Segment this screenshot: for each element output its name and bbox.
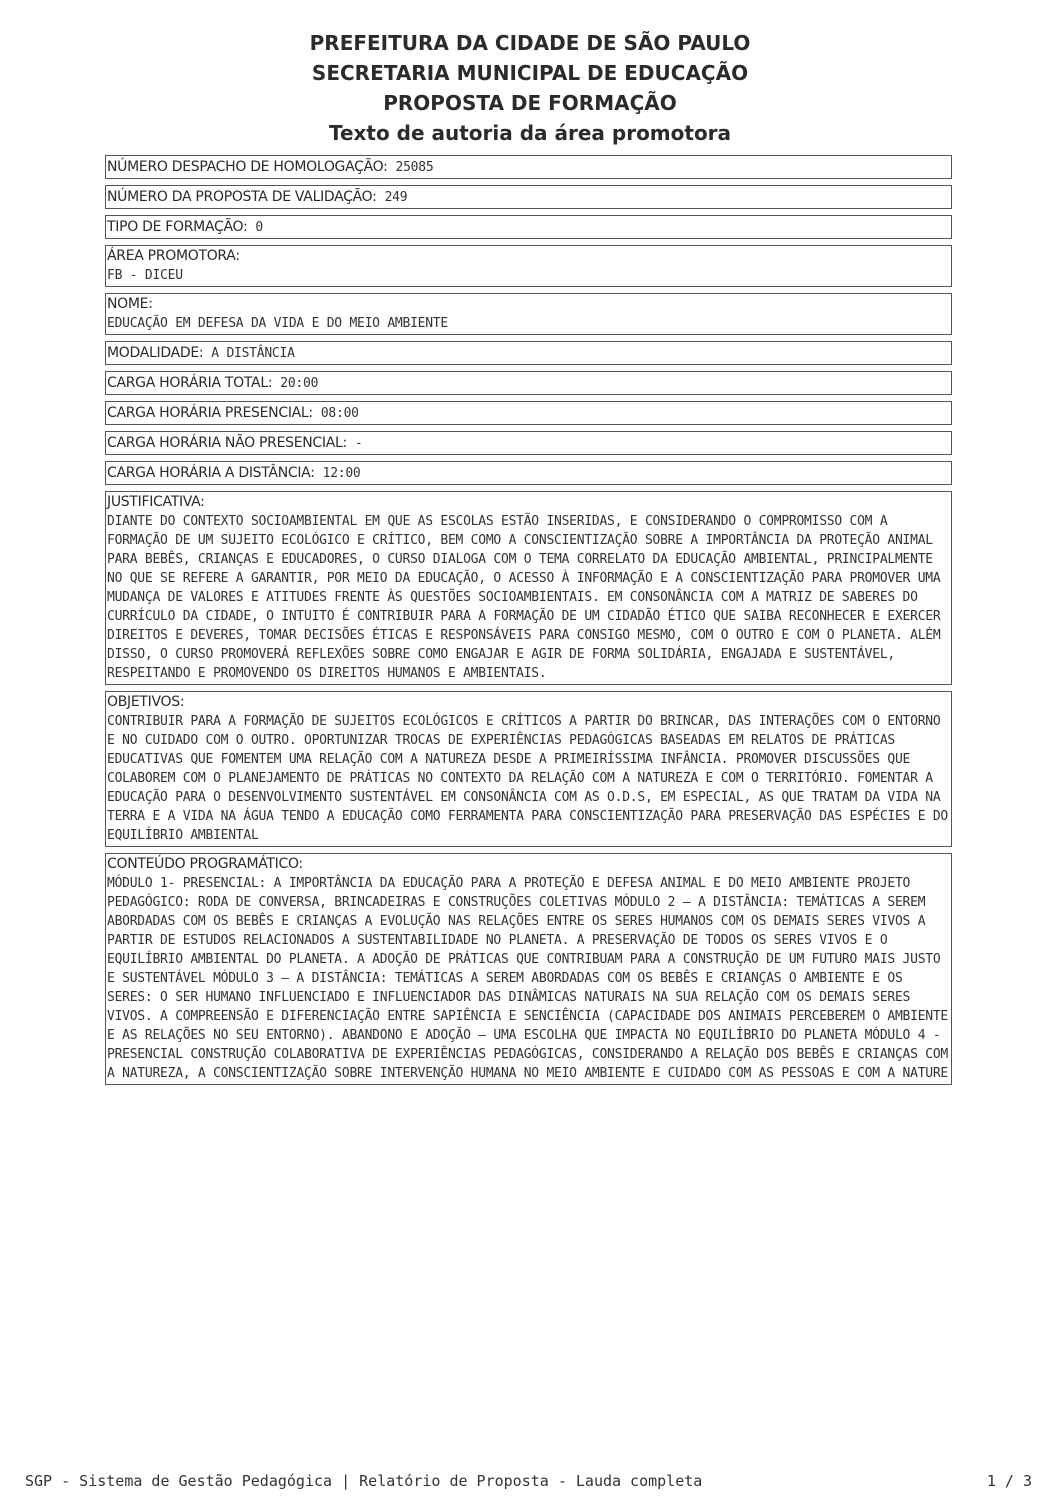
field-value: MÓDULO 1- PRESENCIAL: A IMPORTÂNCIA DA EDUCAÇÃO PARA A PROTEÇÃO E DEFESA ANIMAL E DO MEIO AMBIENTE PROJETO PEDAGÓGICO: RODA DE CONVERSA, BRINCADEIRAS E CONSTRUÇÕES COLETIVAS MÓDULO 2 — A DISTÂNCIA: TEMÁTICAS A SEREM ABORDADAS COM OS BEBÊS E CRIANÇAS A EVOLUÇÃO NAS RELAÇÕES ENTRE OS SERES HUMANOS COM OS DEMAIS SERES VIVOS A PARTIR DE ESTUDOS RELACIONADOS A SUSTENTABILIDADE NO PLANETA. A PRESERVAÇÃO DE TODOS OS SERES VIVOS E O EQUILÍBRIO AMBIENTAL DO PLANETA. A ADOÇÃO DE PRÁTICAS QUE CONTRIBUAM PARA A CONSTRUÇÃO DE UM FUTURO MAIS JUSTO E SUSTENTÁVEL MÓDULO 3 — A DISTÂNCIA: TEMÁTICAS A SEREM ABORDADAS COM OS BEBÊS E CRIANÇAS O AMBIENTE E OS SERES: O SER HUMANO INFLUENCIADO E INFLUENCIADOR DAS DINÂMICAS NATURAIS NA SUA RELAÇÃO COM OS DEMAIS SERES VIVOS. A COMPREENSÃO E DIFERENCIAÇÃO ENTRE SAPIÊNCIA E SENCIÊNCIA (CAPACIDADE DOS ANIMAIS PERCEBEREM O AMBIENTE E AS RELAÇÕES NO SEU ENTORNO). ABANDONO E ADOÇÃO — UMA ESCOLHA QUE IMPACTA NO EQUILÍBRIO DO PLANETA MÓDULO 4 - PRESENCIAL CONSTRUÇÃO COLABORATIVA DE EXPERIÊNCIAS PEDAGÓGICAS, CONSIDERANDO A RELAÇÃO DOS BEBÊS E CRIANÇAS COM A NATUREZA, A CONSCIENTIZAÇÃO SOBRE INTERVENÇÃO HUMANA NO MEIO AMBIENTE E CUIDADO COM AS PESSOAS E COM A NATURE [107,876,956,1081]
field-label: NÚMERO DESPACHO DE HOMOLOGAÇÃO: [107,159,388,175]
header-secretaria: SECRETARIA MUNICIPAL DE EDUCAÇÃO [311,61,749,85]
field-value: 0 [255,220,263,235]
field-justificativa [105,491,952,685]
header-subtitle: Texto de autoria da área promotora [328,121,732,145]
field-value: DIANTE DO CONTEXTO SOCIOAMBIENTAL EM QUE AS ESCOLAS ESTÃO INSERIDAS, E CONSIDERANDO O COMPROMISSO COM A FORMAÇÃO DE UM SUJEITO ECOLÓGICO E CRÍTICO, BEM COMO A CONSCIENTIZAÇÃO SOBRE A IMPORTÂNCIA DA PROTEÇÃO ANIMAL PARA BEBÊS, CRIANÇAS E EDUCADORES, O CURSO DIALOGA COM O TEMA CORRELATO DA EDUCAÇÃO AMBIENTAL, PRINCIPALMENTE NO QUE SE REFERE A GARANTIR, POR MEIO DA EDUCAÇÃO, O ACESSO À INFORMAÇÃO E A CONSCIENTIZAÇÃO PARA PROMOVER UMA MUDANÇA DE VALORES E ATITUDES FRENTE ÀS QUESTÕES SOCIOAMBIENTAIS. EM CONSONÂNCIA COM A MATRIZ DE SABERES DO CURRÍCULO DA CIDADE, O INTUITO É CONTRIBUIR PARA A FORMAÇÃO DE UM CIDADÃO ÉTICO QUE SAIBA RECONHECER E EXERCER DIREITOS E DEVERES, TOMAR DECISÕES ÉTICAS E RESPONSÁVEIS PARA CONSIGO MESMO, COM O OUTRO E COM O PLANETA. ALÉM DISSO, O CURSO PROMOVERÁ REFLEXÕES SOBRE COMO ENGAJAR E AGIR DE FORMA SOLIDÁRIA, ENGAJADA E SUSTENTÁVEL, RESPEITANDO E PROMOVENDO OS DIREITOS HUMANOS E AMBIENTAIS. [107,514,949,681]
field-label: MODALIDADE: [107,345,204,361]
field-label: NÚMERO DA PROPOSTA DE VALIDAÇÃO: [107,189,377,205]
field-label: CARGA HORÁRIA PRESENCIAL: [107,405,313,421]
field-label: JUSTIFICATIVA: [107,494,205,510]
field-area-promotora [105,245,952,287]
field-value: 249 [384,190,408,205]
field-value: FB - DICEU [107,268,183,283]
field-tipo [105,215,952,239]
field-label: CARGA HORÁRIA A DISTÂNCIA: [107,465,315,481]
field-value: 12:00 [322,466,361,481]
field-objetivos [105,691,956,847]
field-carga-total [105,371,952,395]
field-label: ÁREA PROMOTORA: [107,248,240,264]
field-label: CARGA HORÁRIA TOTAL: [107,375,273,391]
field-value: 20:00 [280,376,319,391]
header-proposta: PROPOSTA DE FORMAÇÃO [383,91,677,115]
field-label: OBJETIVOS: [107,694,185,710]
page-footer [25,1472,1032,1490]
field-label: CONTEÚDO PROGRAMÁTICO: [107,856,303,872]
field-value: CONTRIBUIR PARA A FORMAÇÃO DE SUJEITOS ECOLÓGICOS E CRÍTICOS A PARTIR DO BRINCAR, DAS INTERAÇÕES COM O ENTORNO E NO CUIDADO COM O OUTRO. OPORTUNIZAR TROCAS DE EXPERIÊNCIAS PEDAGÓGICAS BASEADAS EM RELATOS DE PRÁTICAS EDUCATIVAS QUE FOMENTEM UMA RELAÇÃO COM A NATUREZA DESDE A PRIMEIRÍSSIMA INFÂNCIA. PROMOVER DISCUSSÕES QUE COLABOREM COM O PLANEJAMENTO DE PRÁTICAS NO CONTEXTO DA RELAÇÃO COM A NATUREZA E COM O TERRITÓRIO. FOMENTAR A EDUCAÇÃO PARA O DESENVOLVIMENTO SUSTENTÁVEL EM CONSONÂNCIA COM AS O.D.S, EM ESPECIAL, AS QUE TRATAM DA VIDA NA TERRA E A VIDA NA ÁGUA TENDO A EDUCAÇÃO COMO FERRAMENTA PARA CONSCIENTIZAÇÃO PARA PRESERVAÇÃO DAS ESPÉCIES E DO EQUILÍBRIO AMBIENTAL [107,714,956,843]
field-carga-nao-presencial [105,431,952,455]
field-value: EDUCAÇÃO EM DEFESA DA VIDA E DO MEIO AMBIENTE [107,316,448,331]
field-value: 08:00 [320,406,359,421]
field-label: CARGA HORÁRIA NÃO PRESENCIAL: [107,435,347,451]
header-prefeitura: PREFEITURA DA CIDADE DE SÃO PAULO [309,31,751,55]
field-conteudo-programatico [105,853,956,1085]
field-carga-presencial [105,401,952,425]
field-label: NOME: [107,296,153,312]
proposal-fields [105,155,956,1091]
page-number: 1 / 3 [986,1472,1032,1490]
field-label: TIPO DE FORMAÇÃO: [107,219,248,235]
field-value: 25085 [395,160,434,175]
field-modalidade [105,341,952,365]
field-despacho [105,155,952,179]
document-header [0,28,1060,148]
field-proposta [105,185,952,209]
field-nome [105,293,952,335]
field-value: A DISTÂNCIA [211,346,295,361]
footer-system-name: SGP - Sistema de Gestão Pedagógica | Relatório de Proposta - Lauda completa [25,1472,703,1490]
field-carga-distancia [105,461,952,485]
field-value: - [354,436,363,451]
